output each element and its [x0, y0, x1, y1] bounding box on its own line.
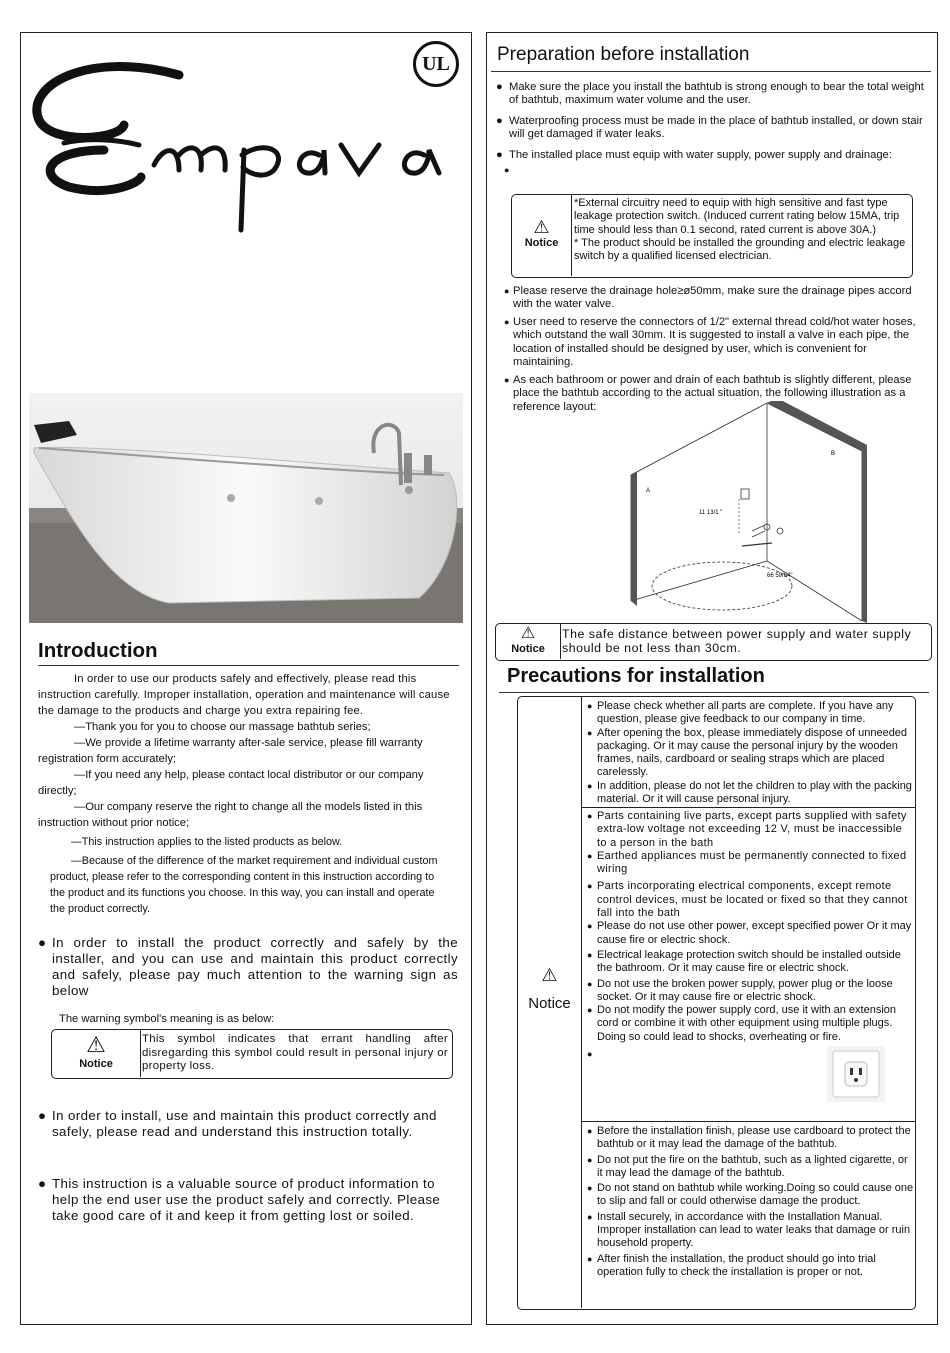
bullet-dot-icon: ● [587, 727, 593, 738]
bullet-dot-icon: ● [587, 881, 593, 892]
bullet-dot-icon: ● [38, 1176, 47, 1191]
precaution-item-socket [587, 1048, 915, 1110]
wall-label-b: B [831, 451, 836, 457]
precaution-item: ● Do not stand on bathtub while working.Doing so could cause one to slip and fall or could otherwise damage the product. [587, 1182, 914, 1208]
precautions-group-1 [587, 700, 915, 806]
wall-socket-image [827, 1046, 885, 1102]
precautions-divider [581, 807, 915, 808]
bathtub-photo [29, 393, 463, 623]
intro-title: Introduction [38, 639, 158, 662]
precaution-item: ● Do not use the broken power supply, power plug or the loose socket. Or it may cause fire or electric shock. [587, 977, 893, 1003]
prep-small-bullet-1: ● User need to reserve the connectors of 1/2" external thread cold/hot water hoses, which outstand the wall 30mm. It is suggested to install a valve in each pipe, the location of installed should be designed by user, which is convenient for maintaining. [504, 316, 916, 369]
bullet-dot-icon: ● [587, 1211, 593, 1222]
ul-certification-mark: UL [413, 41, 459, 87]
prep-bullet-2: ● The installed place must equip with water supply, power supply and drainage: [496, 149, 892, 161]
bullet-dot-icon: ● [587, 978, 593, 989]
electrical-notice-text: *External circuitry need to equip with high sensitive and fast type leakage protection switch. (Induced current rating below 15MA, trip time should less than 0.1 second, rated current is above 30A.) * The product should be installed the grounding and electric leakage switch by a qualified licensed electrician. [574, 197, 906, 263]
bullet-dot-icon: ● [504, 317, 510, 327]
bullet-dot-icon: ● [587, 701, 593, 711]
bullet-dot-icon: ● [496, 81, 503, 93]
safe-distance-text: The safe distance between power supply and water supply should be not less than 30cm. [562, 627, 912, 655]
notice-label: Notice [79, 1058, 113, 1070]
precautions-table [517, 696, 916, 1310]
precaution-item: ● Do not put the fire on the bathtub, such as a lighted cigarette, or it may lead the damage of the bathtub. [587, 1153, 908, 1179]
notice-symbol-text: This symbol indicates that errant handling after disregarding this symbol could result in personal injury or property loss. [142, 1033, 448, 1072]
precaution-item: ● Install securely, in accordance with the Installation Manual. Improper installation can lead to water leaks that damage or ruin household property. [587, 1210, 911, 1250]
bullet-dot-icon: ● [38, 1108, 47, 1123]
dimension-height-label: 11 13/1 " [699, 510, 723, 516]
precautions-notice-column [518, 697, 582, 1308]
bullet-dot-icon: ● [496, 149, 503, 161]
bullet-dot-icon: ● [496, 115, 503, 127]
empty-bullet-dot-icon: ● [504, 165, 510, 175]
intro-paragraph-4: —Our company reserve the right to change all the models listed in this instruction without prior notice; [38, 801, 423, 829]
precaution-item: ● Before the installation finish, please use cardboard to protect the bathtub or it may lead the damage of the bathtub. [587, 1125, 911, 1151]
intro-paragraph-2: —We provide a lifetime warranty after-sale service, please fill warranty registration form accurately; [38, 737, 423, 765]
warning-triangle-icon: ⚠ [533, 217, 550, 237]
precautions-group-3 [587, 1125, 915, 1279]
precautions-group-2 [587, 810, 915, 1110]
installation-layout-diagram [617, 401, 867, 623]
precautions-title: Precautions for installation [507, 665, 765, 687]
electrical-notice-box [511, 194, 913, 278]
dimension-length-label: 66 59/64" [767, 573, 793, 579]
bullet-dot-icon: ● [587, 949, 593, 960]
precaution-item: ● After finish the installation, the product should go into trial operation fully to check the installation is proper or not. [587, 1252, 876, 1278]
intro-paragraph-6: —Because of the difference of the market requirement and individual custom product, please refer to the corresponding content in this instruction according to the product and its functions you choose. In this way, you can install and operate the product correctly. [50, 855, 438, 915]
bullet-dot-icon: ● [38, 935, 47, 950]
precautions-divider [581, 1121, 915, 1122]
left-page [20, 32, 472, 1325]
bullet-dot-icon: ● [587, 1154, 593, 1165]
prep-small-bullet-0: ● Please reserve the drainage hole≥ø50mm, make sure the drainage pipes accord with the water valve. [504, 285, 912, 311]
prep-rule [491, 71, 931, 72]
notice-label: Notice [511, 643, 545, 655]
intro-paragraph-0: In order to use our products safely and effectively, please read this instruction carefully. Improper installation, operation and maintenance will cause the damage to the products and charge you extra repairing fee. [38, 673, 450, 717]
bullet-dot-icon: ● [587, 1253, 593, 1264]
bullet-dot-icon: ● [587, 850, 593, 861]
right-page [486, 32, 938, 1325]
bullet-dot-icon: ● [587, 1049, 593, 1060]
wall-label-a: A [646, 488, 651, 494]
prep-title: Preparation before installation [497, 44, 750, 65]
precaution-item: ● Please check whether all parts are complete. If you have any question, please give feedback to our company in time. [587, 700, 894, 726]
bullet-dot-icon: ● [504, 375, 510, 385]
warning-meaning-label: The warning symbol's meaning is as below: [59, 1013, 275, 1025]
bullet-dot-icon: ● [504, 286, 510, 296]
precaution-item: ● Parts containing live parts, except parts supplied with safety extra-low voltage not exceeding 12 V, must be inaccessible to a person in the bath [587, 810, 907, 849]
intro-bullet-2: ● In order to install, use and maintain this product correctly and safely, please read and understand this instruction totally. [38, 1108, 437, 1139]
bullet-dot-icon: ● [587, 811, 593, 821]
precaution-item: ● Earthed appliances must be permanently connected to fixed wiring [587, 849, 907, 876]
precaution-item: ● Do not modify the power supply cord, use it with an extension cord or combine it with other equipment using multiple plugs. Doing so could lead to shocks, overheating or fire. [587, 1004, 896, 1043]
precaution-item: ● Please do not use other power, except specified power Or it may cause fire or electric shock. [587, 920, 912, 946]
intro-rule [38, 665, 459, 666]
empava-logo [29, 45, 469, 235]
bullet-dot-icon: ● [587, 921, 593, 932]
warning-triangle-icon: ⚠ [520, 625, 536, 642]
intro-paragraph-5: —This instruction applies to the listed products as below. [71, 836, 343, 848]
bullet-dot-icon: ● [587, 1126, 593, 1136]
precaution-item: ● After opening the box, please immediately dispose of unneeded packaging. Or it may cause the personal injury by the wooden frames, nails, cardboard or sealing straps which are placed carelessly. [587, 726, 908, 779]
notice-symbol-box [51, 1029, 453, 1079]
bullet-dot-icon: ● [587, 1183, 593, 1194]
notice-label: Notice [528, 995, 571, 1012]
bullet-dot-icon: ● [587, 780, 593, 791]
precaution-item: ● Electrical leakage protection switch should be installed outside the bathroom. Or it may cause fire or electric shock. [587, 948, 901, 975]
precaution-item: ● Parts incorporating electrical components, except remote control devices, must be located or fixed so that they cannot fall into the bath [587, 880, 908, 920]
prep-small-bullet-2: ● As each bathroom or power and drain of each bathtub is slightly different, please place the bathtub according to the actual situation, the following illustration as a reference layout: [504, 374, 912, 413]
safe-distance-notice-box [495, 623, 932, 661]
intro-paragraph-1: —Thank you for you to choose our massage bathtub series; [74, 721, 371, 733]
prep-bullet-1: ● Waterproofing process must be made in the place of bathtub installed, or down stair will get damaged if water leaks. [496, 115, 923, 141]
prep-bullet-0: ● Make sure the place you install the bathtub is strong enough to bear the total weight of bathtub, maximum water volume and the user. [496, 81, 924, 107]
notice-label: Notice [524, 237, 559, 249]
intro-bullet-1: ● In order to install the product correctly and safely by the installer, and you can use and maintain this product correctly and safely, please pay much attention to the warning sign as below [38, 935, 458, 998]
precaution-item: ● In addition, please do not let the children to play with the packing material. Or it will cause personal injury. [587, 779, 912, 806]
warning-triangle-icon: ⚠ [86, 1032, 106, 1057]
precautions-rule [499, 692, 929, 693]
intro-bullet-3: ● This instruction is a valuable source of product information to help the end user use the product safely and correctly. Please take good care of it and keep it from getting lost or soiled. [38, 1176, 441, 1223]
bullet-dot-icon: ● [587, 1005, 593, 1016]
intro-paragraph-3: —If you need any help, please contact local distributor or our company directly; [38, 769, 424, 797]
warning-triangle-icon: ⚠ [541, 965, 558, 985]
